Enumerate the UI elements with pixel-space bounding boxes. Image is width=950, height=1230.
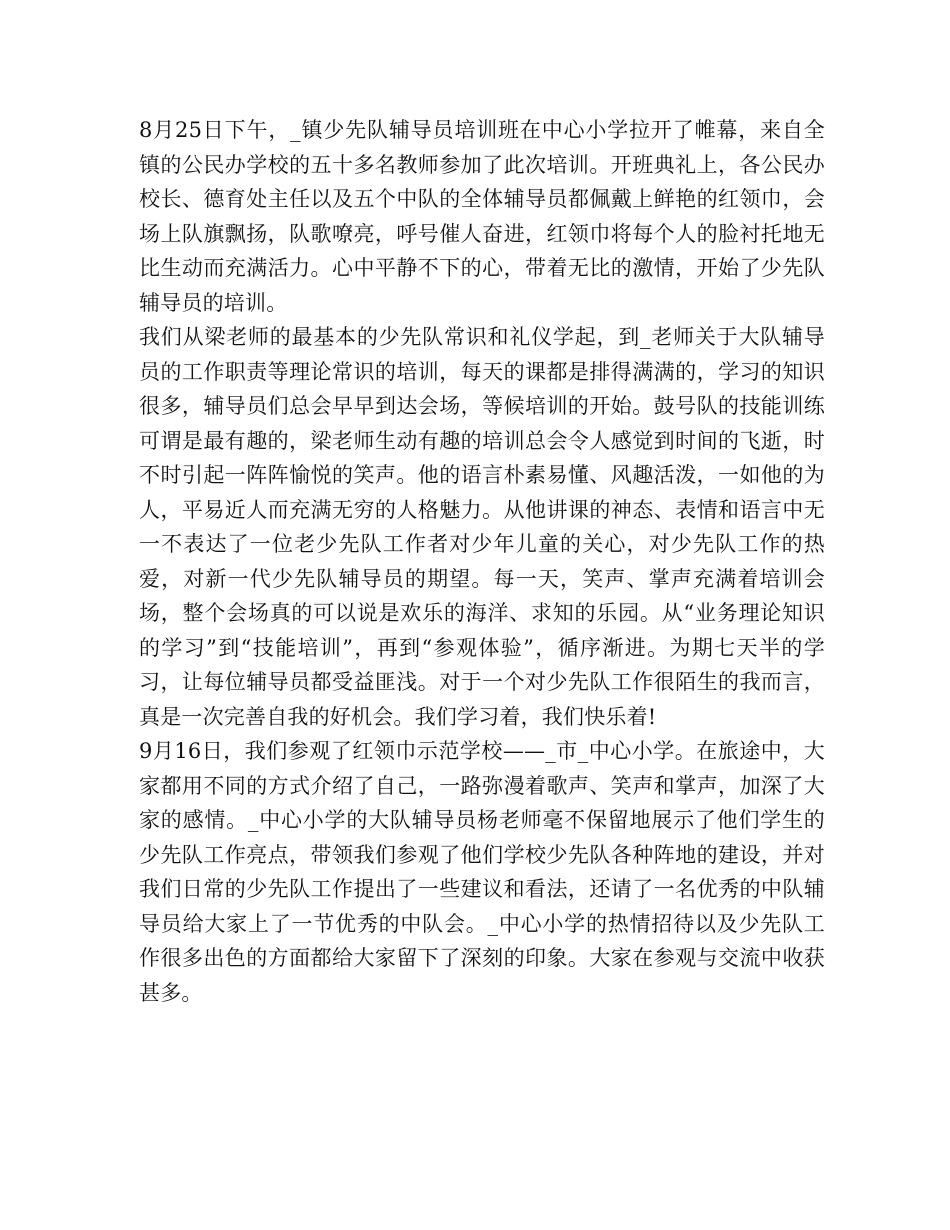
paragraph-school-visit: 9月16日，我们参观了红领巾示范学校——_市_中心小学。在旅途中，大家都用不同的方式介绍了自己，一路弥漫着歌声、笑声和掌声，加深了大家的感情。_中心小学的大队辅导员杨老师毫不保留地展示了他们学生的少先队工作亮点，带领我们参观了他们学校少先队各种阵地的建设，并对我们日常的少先队工作提出了一些建议和看法，还请了一名优秀的中队辅导员给大家上了一节优秀的中队会。_中心小学的热情招待以及少先队工作很多出色的方面都给大家留下了深刻的印象。大家在参观与交流中收获甚多。 bbox=[139, 739, 825, 1005]
paragraph-opening-ceremony: 8月25日下午，_镇少先队辅导员培训班在中心小学拉开了帷幕，来自全镇的公民办学校的五十多名教师参加了此次培训。开班典礼上，各公民办校长、德育处主任以及五个中队的全体辅导员都佩戴上鲜艳的红领巾，会场上队旗飘扬，队歌嘹亮，呼号催人奋进，红领巾将每个人的脸衬托地无比生动而充满活力。心中平静不下的心，带着无比的激情，开始了少先队辅导员的培训。 bbox=[139, 118, 825, 315]
paragraph-training-content: 我们从梁老师的最基本的少先队常识和礼仪学起，到_老师关于大队辅导员的工作职责等理论常识的培训，每天的课都是排得满满的，学习的知识很多，辅导员们总会早早到达会场，等候培训的开始。鼓号队的技能训练可谓是最有趣的，梁老师生动有趣的培训总会令人感觉到时间的飞逝，时不时引起一阵阵愉悦的笑声。他的语言朴素易懂、风趣活泼，一如他的为人，平易近人而充满无穷的人格魅力。从他讲课的神态、表情和语言中无一不表达了一位老少先队工作者对少年儿童的关心，对少先队工作的热爱，对新一代少先队辅导员的期望。每一天，笑声、掌声充满着培训会场，整个会场真的可以说是欢乐的海洋、求知的乐园。从“业务理论知识的学习”到“技能培训”，再到“参观体验”，循序渐进。为期七天半的学习，让每位辅导员都受益匪浅。对于一个对少先队工作很陌生的我而言，真是一次完善自我的好机会。我们学习着，我们快乐着! bbox=[139, 325, 825, 729]
document-body bbox=[139, 113, 825, 1010]
